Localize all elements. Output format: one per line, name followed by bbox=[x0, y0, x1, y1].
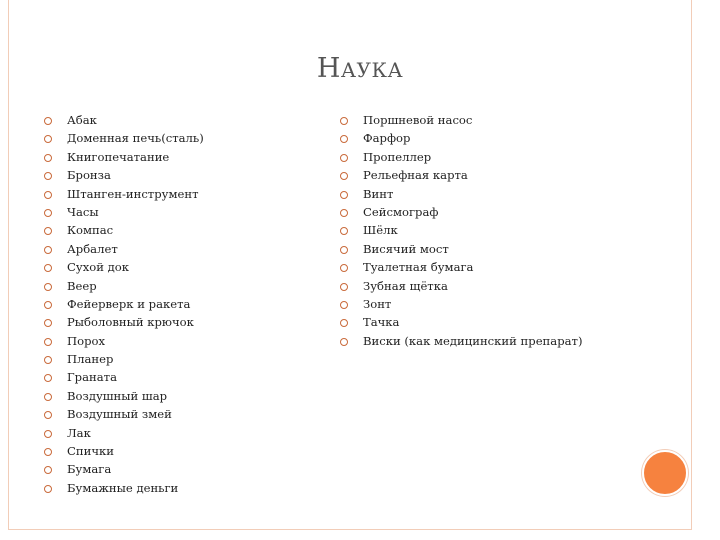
list-item-text: Сухой док bbox=[67, 260, 129, 275]
list-item bbox=[44, 185, 204, 203]
circle-bullet-icon bbox=[44, 209, 52, 217]
list-item bbox=[44, 350, 204, 368]
list-item-text: Туалетная бумага bbox=[363, 260, 474, 275]
right-bullet-list bbox=[340, 111, 582, 350]
circle-bullet-icon bbox=[44, 154, 52, 162]
list-item bbox=[44, 166, 204, 184]
list-item bbox=[340, 258, 582, 276]
list-item-text: Воздушный змей bbox=[67, 407, 172, 422]
list-item-text: Порох bbox=[67, 333, 106, 348]
list-item-text: Виски (как медицинский препарат) bbox=[363, 333, 583, 348]
list-item bbox=[44, 387, 204, 405]
list-item bbox=[44, 148, 204, 166]
list-item-text: Поршневой насос bbox=[363, 113, 473, 127]
list-item bbox=[44, 479, 204, 497]
list-item bbox=[340, 129, 582, 147]
circle-bullet-icon bbox=[340, 172, 348, 180]
list-item-text: Тачка bbox=[363, 315, 400, 330]
list-item bbox=[340, 295, 582, 313]
list-item bbox=[340, 221, 582, 239]
list-item bbox=[340, 111, 582, 129]
list-item bbox=[44, 129, 204, 147]
circle-bullet-icon bbox=[44, 338, 52, 346]
circle-bullet-icon bbox=[44, 283, 52, 291]
list-item-text: Доменная печь(сталь) bbox=[67, 131, 204, 146]
list-item bbox=[340, 277, 582, 295]
circle-bullet-icon bbox=[340, 301, 348, 309]
circle-bullet-icon bbox=[340, 227, 348, 235]
circle-bullet-icon bbox=[340, 117, 348, 125]
circle-bullet-icon bbox=[340, 135, 348, 143]
circle-bullet-icon bbox=[44, 191, 52, 199]
list-item-text: Шёлк bbox=[363, 223, 398, 238]
circle-bullet-icon bbox=[44, 135, 52, 143]
circle-bullet-icon bbox=[44, 172, 52, 180]
list-item-text: Рыболовный крючок bbox=[67, 315, 194, 330]
list-item-text: Спички bbox=[67, 444, 114, 459]
list-item-text: Бронза bbox=[67, 168, 111, 183]
list-item-text: Часы bbox=[67, 204, 99, 219]
circle-bullet-icon bbox=[340, 154, 348, 162]
list-item bbox=[340, 148, 582, 166]
list-item-text: Компас bbox=[67, 223, 114, 238]
circle-bullet-icon bbox=[44, 393, 52, 401]
circle-bullet-icon bbox=[44, 448, 52, 456]
list-item bbox=[44, 424, 204, 442]
circle-bullet-icon bbox=[44, 319, 52, 327]
list-item bbox=[44, 460, 204, 478]
list-item-text: Сейсмограф bbox=[363, 204, 439, 219]
list-item bbox=[44, 332, 204, 350]
list-item bbox=[44, 203, 204, 221]
circle-bullet-icon bbox=[340, 209, 348, 217]
list-item bbox=[340, 185, 582, 203]
circle-bullet-icon bbox=[44, 411, 52, 419]
list-item-text: Абак bbox=[67, 113, 97, 127]
list-item-text: Бумага bbox=[67, 462, 112, 477]
circle-bullet-icon bbox=[340, 264, 348, 272]
list-item bbox=[44, 295, 204, 313]
circle-bullet-icon bbox=[44, 117, 52, 125]
circle-bullet-icon bbox=[44, 374, 52, 382]
list-item-text: Арбалет bbox=[67, 241, 118, 256]
list-item bbox=[44, 277, 204, 295]
list-item-text: Планер bbox=[67, 352, 114, 367]
circle-bullet-icon bbox=[340, 319, 348, 327]
list-item bbox=[340, 240, 582, 258]
slide-title-rest: АУКА bbox=[340, 58, 404, 82]
orange-circle-decoration bbox=[642, 450, 688, 496]
list-item-text: Граната bbox=[67, 370, 117, 385]
list-item bbox=[44, 405, 204, 423]
slide-title-initial: Н bbox=[316, 53, 341, 84]
circle-bullet-icon bbox=[340, 283, 348, 291]
circle-bullet-icon bbox=[44, 301, 52, 309]
list-item-text: Фарфор bbox=[363, 131, 411, 146]
list-item-text: Книгопечатание bbox=[67, 149, 170, 164]
list-item bbox=[44, 368, 204, 386]
circle-bullet-icon bbox=[44, 430, 52, 438]
list-item-text: Пропеллер bbox=[363, 149, 432, 164]
list-item-text: Зубная щётка bbox=[363, 278, 448, 293]
circle-bullet-icon bbox=[44, 264, 52, 272]
list-item-text: Винт bbox=[363, 186, 394, 201]
list-item-text: Лак bbox=[67, 425, 91, 440]
list-item bbox=[340, 313, 582, 331]
list-item-text: Фейерверк и ракета bbox=[67, 296, 191, 311]
circle-bullet-icon bbox=[340, 246, 348, 254]
list-item-text: Штанген-инструмент bbox=[67, 186, 199, 201]
list-item bbox=[340, 203, 582, 221]
list-item bbox=[340, 166, 582, 184]
circle-bullet-icon bbox=[44, 466, 52, 474]
circle-bullet-icon bbox=[44, 227, 52, 235]
circle-bullet-icon bbox=[44, 246, 52, 254]
circle-bullet-icon bbox=[340, 191, 348, 199]
list-item-text: Воздушный шар bbox=[67, 388, 168, 403]
list-item-text: Веер bbox=[67, 278, 97, 293]
circle-bullet-icon bbox=[340, 338, 348, 346]
list-item bbox=[340, 332, 582, 350]
circle-bullet-icon bbox=[44, 485, 52, 493]
circle-bullet-icon bbox=[44, 356, 52, 364]
list-item bbox=[44, 111, 204, 129]
left-bullet-list bbox=[44, 111, 204, 497]
list-item bbox=[44, 221, 204, 239]
list-item bbox=[44, 240, 204, 258]
slide-title bbox=[0, 53, 720, 84]
list-item-text: Бумажные деньги bbox=[67, 480, 179, 495]
list-item bbox=[44, 258, 204, 276]
list-item-text: Рельефная карта bbox=[363, 168, 468, 183]
list-item-text: Зонт bbox=[363, 296, 392, 311]
list-item bbox=[44, 313, 204, 331]
list-item-text: Висячий мост bbox=[363, 241, 449, 256]
list-item bbox=[44, 442, 204, 460]
